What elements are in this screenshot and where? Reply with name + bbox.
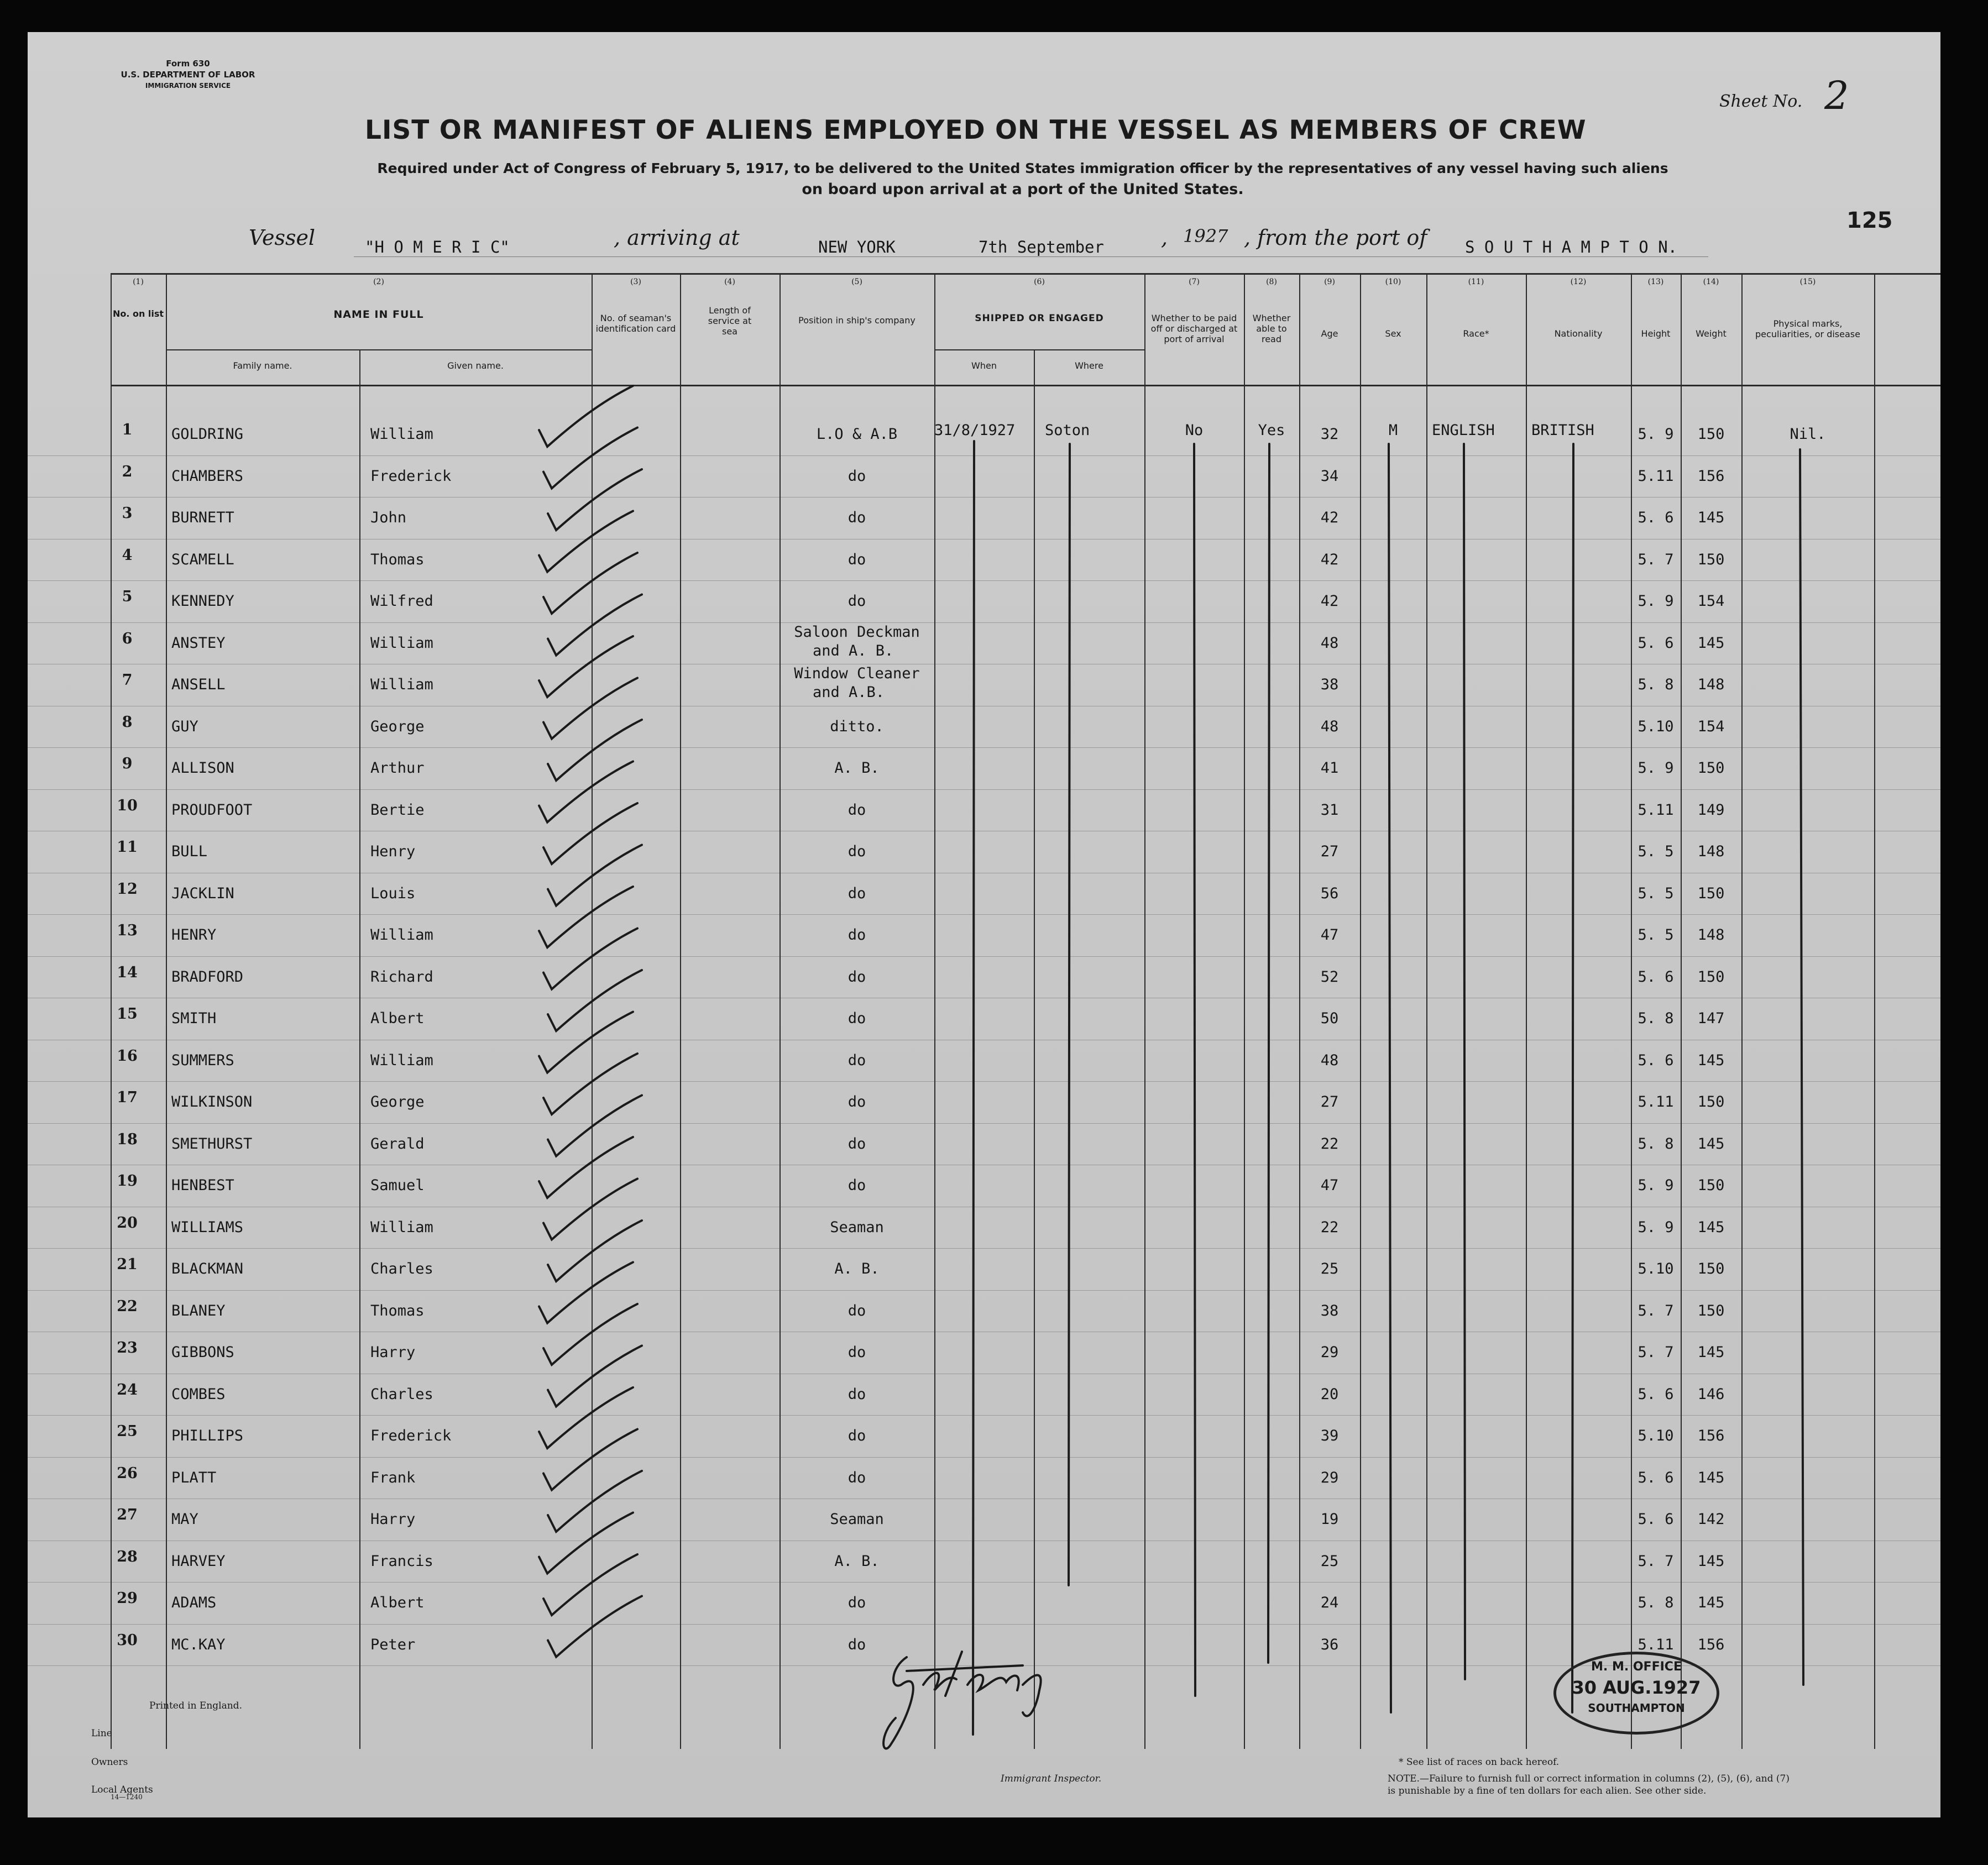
position: do xyxy=(847,1636,866,1653)
position: do xyxy=(847,1594,866,1611)
hdr-paid-off: Whether to be paid off or discharged at port of arrival xyxy=(1150,313,1238,344)
weight: 156 xyxy=(1697,467,1725,485)
hdr-weight: Weight xyxy=(1696,328,1727,339)
printed-in: Printed in England. xyxy=(149,1700,242,1711)
height: 5.11 xyxy=(1638,1093,1674,1110)
ditto-marks xyxy=(28,32,1940,1817)
weight: 146 xyxy=(1697,1385,1725,1403)
age: 19 xyxy=(1320,1511,1339,1528)
height: 5.10 xyxy=(1638,717,1674,735)
given-name: William xyxy=(370,634,433,652)
inspector-label: Immigrant Inspector. xyxy=(1001,1773,1102,1784)
height: 5.11 xyxy=(1638,1636,1674,1653)
position: do xyxy=(847,1051,866,1069)
hdr-given-name: Given name. xyxy=(447,360,504,371)
given-name: Albert xyxy=(370,1594,425,1611)
family-name: PROUDFOOT xyxy=(171,801,253,819)
given-name: Thomas xyxy=(370,551,425,568)
row-number: 28 xyxy=(117,1548,138,1565)
row-number: 14 xyxy=(117,963,138,981)
height: 5.10 xyxy=(1638,1427,1674,1444)
weight: 149 xyxy=(1697,801,1725,819)
height: 5. 5 xyxy=(1638,843,1674,860)
col-num-2: (2) xyxy=(373,277,384,286)
height: 5. 9 xyxy=(1638,1218,1674,1236)
stamp-bottom-text: SOUTHAMPTON xyxy=(1588,1701,1685,1715)
position: Seaman xyxy=(830,1511,884,1528)
row-number: 11 xyxy=(117,839,138,856)
height: 5. 6 xyxy=(1638,634,1674,652)
family-name: MC.KAY xyxy=(171,1636,226,1653)
row-number: 25 xyxy=(117,1423,138,1440)
row-number: 3 xyxy=(122,505,133,522)
age: 20 xyxy=(1320,1385,1339,1403)
weight: 150 xyxy=(1697,1302,1725,1319)
row-number: 16 xyxy=(117,1047,138,1065)
height: 5.10 xyxy=(1638,1260,1674,1277)
age: 47 xyxy=(1320,926,1339,944)
service-label: IMMIGRATION SERVICE xyxy=(145,82,231,90)
position: do xyxy=(847,801,866,819)
nationality-value: BRITISH xyxy=(1531,422,1594,439)
height: 5. 9 xyxy=(1638,426,1674,443)
position: do xyxy=(847,1427,866,1444)
position: A. B. xyxy=(834,1552,880,1570)
family-name: WILKINSON xyxy=(171,1093,253,1110)
paid-off-value: No xyxy=(1185,422,1204,439)
position: do xyxy=(847,1010,866,1027)
position: A. B. xyxy=(834,759,880,777)
hdr-age: Age xyxy=(1321,328,1338,339)
weight: 156 xyxy=(1697,1427,1725,1444)
col-num-12: (12) xyxy=(1570,277,1587,286)
height: 5. 6 xyxy=(1638,509,1674,526)
position: do xyxy=(847,1344,866,1361)
col-num-6: (6) xyxy=(1034,277,1045,286)
position: do xyxy=(847,1177,866,1194)
height: 5. 6 xyxy=(1638,1469,1674,1486)
age: 29 xyxy=(1320,1344,1339,1361)
weight: 145 xyxy=(1697,634,1725,652)
hdr-height: Height xyxy=(1641,328,1671,339)
position: do xyxy=(847,843,866,860)
given-name: George xyxy=(370,717,425,735)
age: 27 xyxy=(1320,843,1339,860)
family-name: CHAMBERS xyxy=(171,467,244,485)
row-number: 6 xyxy=(122,630,133,647)
family-name: MAY xyxy=(171,1511,198,1528)
position: A. B. xyxy=(834,1260,880,1277)
row-number: 8 xyxy=(122,713,133,731)
position: do xyxy=(847,467,866,485)
row-number: 7 xyxy=(122,672,133,689)
row-number: 1 xyxy=(122,421,133,438)
age: 27 xyxy=(1320,1093,1339,1110)
given-name: William xyxy=(370,1051,433,1069)
from-port: S O U T H A M P T O N. xyxy=(1465,238,1678,256)
age: 39 xyxy=(1320,1427,1339,1444)
position: Seaman xyxy=(830,1218,884,1236)
position: L.O & A.B xyxy=(816,426,898,443)
hdr-no-on-list: No. on list xyxy=(112,308,164,319)
age: 48 xyxy=(1320,634,1339,652)
height: 5. 7 xyxy=(1638,551,1674,568)
arriving-label: , arriving at xyxy=(614,226,740,250)
weight: 147 xyxy=(1697,1010,1725,1027)
family-name: GIBBONS xyxy=(171,1344,234,1361)
age: 38 xyxy=(1320,676,1339,693)
hdr-shipped-engaged: SHIPPED OR ENGAGED xyxy=(975,313,1104,324)
family-name: SMETHURST xyxy=(171,1135,253,1152)
age: 47 xyxy=(1320,1177,1339,1194)
stamp-top-text: M. M. OFFICE xyxy=(1591,1660,1682,1674)
row-number: 12 xyxy=(117,880,138,898)
given-name: Frederick xyxy=(370,467,452,485)
col-num-4: (4) xyxy=(724,277,735,286)
given-name: Charles xyxy=(370,1260,433,1277)
height: 5. 6 xyxy=(1638,968,1674,986)
position: do xyxy=(847,1302,866,1319)
col-num-7: (7) xyxy=(1189,277,1200,286)
weight: 148 xyxy=(1697,676,1725,693)
from-label: , from the port of xyxy=(1244,226,1427,250)
height: 5. 7 xyxy=(1638,1344,1674,1361)
row-number: 22 xyxy=(117,1297,138,1315)
given-name: Gerald xyxy=(370,1135,425,1152)
family-name: PHILLIPS xyxy=(171,1427,244,1444)
col-num-9: (9) xyxy=(1324,277,1335,286)
footer-owners-label: Owners xyxy=(91,1757,128,1768)
position: do xyxy=(847,1093,866,1110)
height: 5. 9 xyxy=(1638,1177,1674,1194)
weight: 150 xyxy=(1697,884,1725,902)
given-name: Bertie xyxy=(370,801,425,819)
age: 42 xyxy=(1320,551,1339,568)
family-name: COMBES xyxy=(171,1385,226,1403)
page-title: LIST OR MANIFEST OF ALIENS EMPLOYED ON THE VESSEL AS MEMBERS OF CREW xyxy=(365,115,1587,145)
family-name: WILLIAMS xyxy=(171,1218,244,1236)
height: 5. 9 xyxy=(1638,759,1674,777)
weight: 154 xyxy=(1697,593,1725,610)
position: do xyxy=(847,509,866,526)
given-name: George xyxy=(370,1093,425,1110)
age: 29 xyxy=(1320,1469,1339,1486)
weight: 150 xyxy=(1697,551,1725,568)
family-name: HENBEST xyxy=(171,1177,234,1194)
weight: 145 xyxy=(1697,1135,1725,1152)
row-number: 2 xyxy=(122,463,133,480)
age: 36 xyxy=(1320,1636,1339,1653)
height: 5. 6 xyxy=(1638,1051,1674,1069)
height: 5. 8 xyxy=(1638,1010,1674,1027)
height: 5. 8 xyxy=(1638,676,1674,693)
age: 41 xyxy=(1320,759,1339,777)
position: Saloon Deckman xyxy=(794,623,920,641)
footer-agents-label: Local Agents xyxy=(91,1784,153,1795)
hdr-physical-marks: Physical marks, peculiarities, or disease xyxy=(1755,318,1860,339)
hdr-able-read: Whether able to read xyxy=(1252,313,1291,344)
sex-value: M xyxy=(1388,422,1398,439)
family-name: JACKLIN xyxy=(171,884,234,902)
arrival-date: 7th September xyxy=(979,238,1104,256)
arriving-port: NEW YORK xyxy=(818,238,896,256)
age: 50 xyxy=(1320,1010,1339,1027)
family-name: ADAMS xyxy=(171,1594,217,1611)
shipped-when: 31/8/1927 xyxy=(934,422,1016,439)
given-name: William xyxy=(370,676,433,693)
weight: 145 xyxy=(1697,1469,1725,1486)
family-name: HARVEY xyxy=(171,1552,226,1570)
given-name: Harry xyxy=(370,1511,416,1528)
weight: 150 xyxy=(1697,968,1725,986)
mm-office-stamp xyxy=(1553,1652,1719,1735)
family-name: ANSELL xyxy=(171,676,226,693)
age: 22 xyxy=(1320,1218,1339,1236)
col-num-5: (5) xyxy=(851,277,862,286)
weight: 145 xyxy=(1697,1218,1725,1236)
given-name: William xyxy=(370,426,433,443)
position: Window Cleaner xyxy=(794,665,920,682)
inspector-signature xyxy=(883,1652,1041,1748)
weight: 145 xyxy=(1697,1552,1725,1570)
age: 34 xyxy=(1320,467,1339,485)
col-num-3: (3) xyxy=(630,277,641,286)
given-name: Charles xyxy=(370,1385,433,1403)
height: 5. 9 xyxy=(1638,593,1674,610)
family-name: PLATT xyxy=(171,1469,217,1486)
hdr-name-in-full: NAME IN FULL xyxy=(333,308,424,321)
row-number: 27 xyxy=(117,1506,138,1523)
given-name: William xyxy=(370,1218,433,1236)
family-name: BRADFORD xyxy=(171,968,244,986)
physical-value: Nil. xyxy=(1790,426,1826,443)
row-number: 18 xyxy=(117,1130,138,1148)
col-num-14: (14) xyxy=(1703,277,1719,286)
given-name: Albert xyxy=(370,1010,425,1027)
height: 5.11 xyxy=(1638,801,1674,819)
footer-agents-code: 14—1240 xyxy=(111,1793,143,1801)
weight: 150 xyxy=(1697,426,1725,443)
hdr-where: Where xyxy=(1075,360,1103,371)
height: 5.11 xyxy=(1638,467,1674,485)
arrival-year: 1927 xyxy=(1183,226,1228,247)
manifest-sheet xyxy=(28,32,1940,1817)
given-name: Arthur xyxy=(370,759,425,777)
height: 5. 7 xyxy=(1638,1552,1674,1570)
row-number: 17 xyxy=(117,1089,138,1106)
row-number: 24 xyxy=(117,1381,138,1398)
family-name: BLANEY xyxy=(171,1302,226,1319)
weight: 154 xyxy=(1697,717,1725,735)
family-name: GOLDRING xyxy=(171,426,244,443)
given-name: Louis xyxy=(370,884,416,902)
col-num-15: (15) xyxy=(1799,277,1816,286)
given-name: Richard xyxy=(370,968,433,986)
given-name: Frederick xyxy=(370,1427,452,1444)
family-name: GUY xyxy=(171,717,198,735)
footer-line-label: Line xyxy=(91,1728,112,1739)
family-name: KENNEDY xyxy=(171,593,234,610)
subtitle-line-2: on board upon arrival at a port of the United States. xyxy=(802,181,1244,198)
row-number: 23 xyxy=(117,1339,138,1356)
row-number: 29 xyxy=(117,1590,138,1607)
position: do xyxy=(847,884,866,902)
row-number: 19 xyxy=(117,1172,138,1190)
row-number: 26 xyxy=(117,1464,138,1482)
height: 5. 6 xyxy=(1638,1511,1674,1528)
age: 24 xyxy=(1320,1594,1339,1611)
family-name: ANSTEY xyxy=(171,634,226,652)
col-num-10: (10) xyxy=(1385,277,1401,286)
height: 5. 5 xyxy=(1638,884,1674,902)
given-name: William xyxy=(370,926,433,944)
family-name: BULL xyxy=(171,843,208,860)
given-name: Francis xyxy=(370,1552,433,1570)
given-name: Peter xyxy=(370,1636,416,1653)
weight: 145 xyxy=(1697,509,1725,526)
given-name: John xyxy=(370,509,407,526)
position: do xyxy=(847,551,866,568)
row-number: 9 xyxy=(122,755,133,772)
family-name: SMITH xyxy=(171,1010,217,1027)
sheet-number: 2 xyxy=(1824,73,1849,118)
given-name: Frank xyxy=(370,1469,416,1486)
able-read-value: Yes xyxy=(1258,422,1285,439)
col-num-11: (11) xyxy=(1468,277,1484,286)
stamp-date: 30 AUG.1927 xyxy=(1572,1677,1701,1698)
vessel-name: "H O M E R I C" xyxy=(365,238,510,256)
position: do xyxy=(847,926,866,944)
age: 48 xyxy=(1320,717,1339,735)
year-prefix: , xyxy=(1161,226,1168,250)
row-number: 4 xyxy=(122,546,133,564)
position: do xyxy=(847,1135,866,1152)
row-number: 15 xyxy=(117,1005,138,1023)
family-name: HENRY xyxy=(171,926,217,944)
given-name: Henry xyxy=(370,843,416,860)
col-num-13: (13) xyxy=(1647,277,1664,286)
row-number: 10 xyxy=(117,797,138,814)
age: 42 xyxy=(1320,509,1339,526)
vessel-label: Vessel xyxy=(249,226,316,250)
given-name: Thomas xyxy=(370,1302,425,1319)
position: do xyxy=(847,1469,866,1486)
hdr-nationality: Nationality xyxy=(1554,328,1603,339)
form-number: Form 630 xyxy=(166,59,210,69)
department-label: U.S. DEPARTMENT OF LABOR xyxy=(121,70,255,80)
weight: 148 xyxy=(1697,926,1725,944)
height: 5. 6 xyxy=(1638,1385,1674,1403)
hdr-length-service: Length of service at sea xyxy=(708,305,752,337)
age: 31 xyxy=(1320,801,1339,819)
given-name: Wilfred xyxy=(370,593,433,610)
height: 5. 5 xyxy=(1638,926,1674,944)
footer-note-2: is punishable by a fine of ten dollars for each alien. See other side. xyxy=(1388,1785,1707,1796)
shipped-where: Soton xyxy=(1045,422,1090,439)
col-num-1: (1) xyxy=(133,277,144,286)
row-number: 20 xyxy=(117,1214,138,1232)
weight: 156 xyxy=(1697,1636,1725,1653)
age: 32 xyxy=(1320,426,1339,443)
age: 22 xyxy=(1320,1135,1339,1152)
hdr-position: Position in ship's company xyxy=(798,315,915,326)
position-line-2: and A.B. xyxy=(813,684,885,701)
age: 38 xyxy=(1320,1302,1339,1319)
age: 56 xyxy=(1320,884,1339,902)
row-number: 30 xyxy=(117,1631,138,1649)
weight: 150 xyxy=(1697,759,1725,777)
page-number: 125 xyxy=(1846,208,1893,233)
row-number: 21 xyxy=(117,1256,138,1273)
family-name: SCAMELL xyxy=(171,551,234,568)
weight: 142 xyxy=(1697,1511,1725,1528)
hdr-when: When xyxy=(971,360,997,371)
position-line-2: and A. B. xyxy=(813,642,894,659)
given-name: Samuel xyxy=(370,1177,425,1194)
hdr-race: Race* xyxy=(1463,328,1489,339)
position: ditto. xyxy=(830,717,884,735)
weight: 145 xyxy=(1697,1051,1725,1069)
family-name: BURNETT xyxy=(171,509,234,526)
weight: 150 xyxy=(1697,1177,1725,1194)
family-name: SUMMERS xyxy=(171,1051,234,1069)
sheet-label: Sheet No. xyxy=(1719,92,1803,111)
position: do xyxy=(847,968,866,986)
col-num-8: (8) xyxy=(1266,277,1277,286)
hdr-family-name: Family name. xyxy=(233,360,292,371)
weight: 150 xyxy=(1697,1260,1725,1277)
height: 5. 8 xyxy=(1638,1135,1674,1152)
weight: 150 xyxy=(1697,1093,1725,1110)
position: do xyxy=(847,1385,866,1403)
hdr-sex: Sex xyxy=(1385,328,1401,339)
weight: 145 xyxy=(1697,1594,1725,1611)
age: 42 xyxy=(1320,593,1339,610)
age: 25 xyxy=(1320,1260,1339,1277)
footer-note-1: NOTE.—Failure to furnish full or correct information in columns (2), (5), (6), and (7) xyxy=(1388,1773,1790,1784)
races-note: * See list of races on back hereof. xyxy=(1399,1757,1560,1768)
weight: 148 xyxy=(1697,843,1725,860)
given-name: Harry xyxy=(370,1344,416,1361)
age: 25 xyxy=(1320,1552,1339,1570)
hdr-seaman-card: No. of seaman's identification card xyxy=(595,313,676,334)
subtitle-line-1: Required under Act of Congress of February 5, 1917, to be delivered to the United States immigration officer by the representatives of any vessel having such aliens xyxy=(377,160,1668,176)
height: 5. 7 xyxy=(1638,1302,1674,1319)
family-name: BLACKMAN xyxy=(171,1260,244,1277)
age: 52 xyxy=(1320,968,1339,986)
row-number: 5 xyxy=(122,588,133,605)
row-number: 13 xyxy=(117,922,138,939)
weight: 145 xyxy=(1697,1344,1725,1361)
family-name: ALLISON xyxy=(171,759,234,777)
position: do xyxy=(847,593,866,610)
height: 5. 8 xyxy=(1638,1594,1674,1611)
race-value: ENGLISH xyxy=(1432,422,1495,439)
age: 48 xyxy=(1320,1051,1339,1069)
